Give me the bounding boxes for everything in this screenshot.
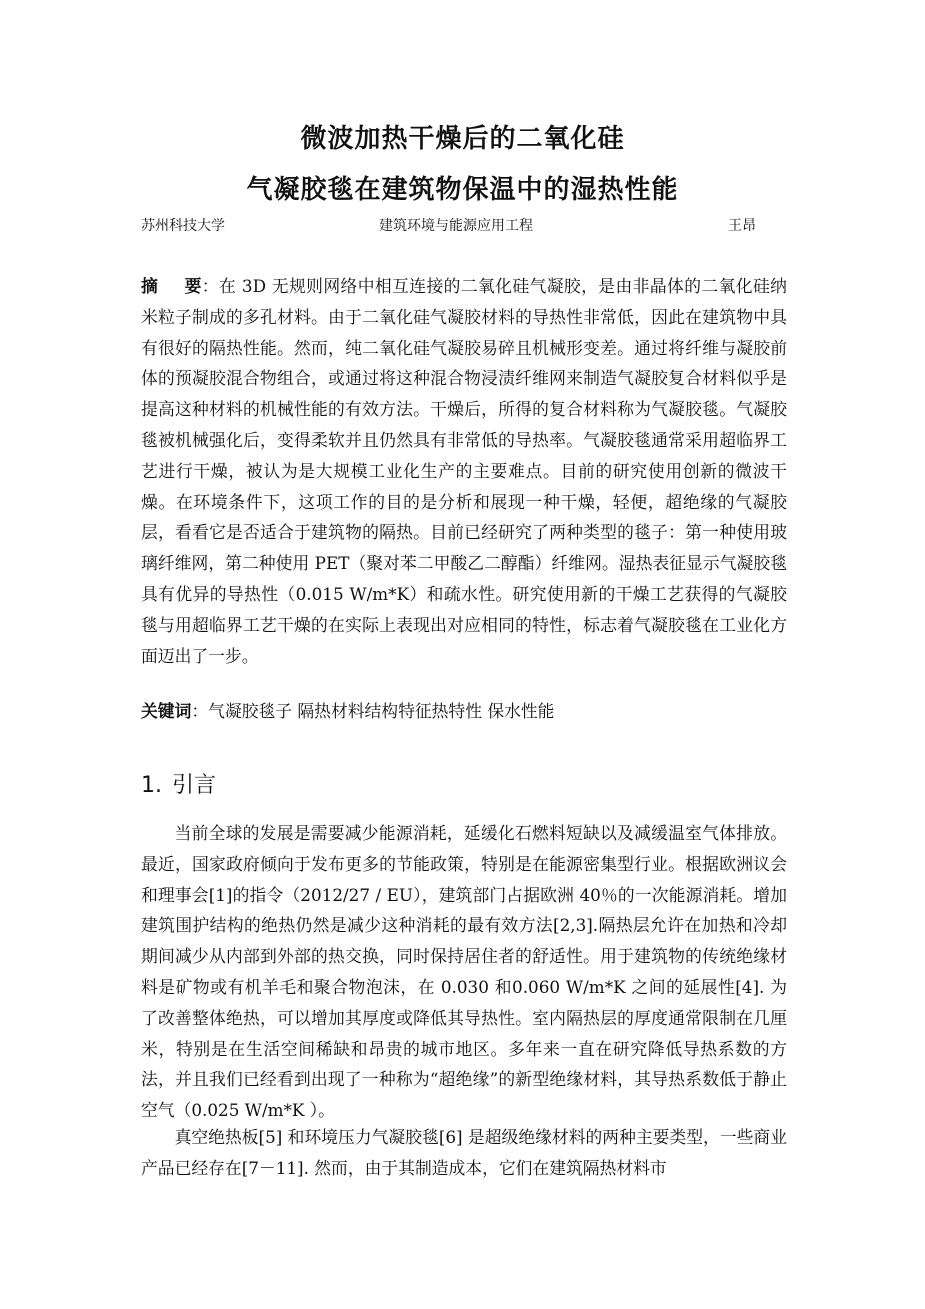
keywords-label: 关键词 [141,701,192,721]
intro-paragraph-1: 当前全球的发展是需要减少能源消耗，延缓化石燃料短缺以及减缓温室气体排放。最近，国家政府倾向于发布更多的节能政策，特别是在能源密集型行业。根据欧洲议会和理事会[1]的指令（2012/27 / EU），建筑部门占据欧洲 40％的一次能源消耗。增加建筑围护结构的绝热仍然是减少这种消耗的最有效方法[2,3].隔热层允许在加热和冷却期间减少从内部到外部的热交换，同时保持居住者的舒适性。用于建筑物的传统绝缘材料是矿物或有机羊毛和聚合物泡沫，在 0.030 和0.060 W/m*K 之间的延展性[4]. 为了改善整体绝热，可以增加其厚度或降低其导热性。室内隔热层的厚度通常限制在几厘米，特别是在生活空间稀缺和昂贵的城市地区。多年来一直在研究降低导热系数的方法，并且我们已经看到出现了一种称为“超绝缘”的新型绝缘材料，其导热系数低于静止空气（0.025 W/m*K ）。 [141,823,787,1121]
keywords-text: 气凝胶毯子 隔热材料结构特征热特性 保水性能 [208,701,555,721]
affiliation-department: 建筑环境与能源应用工程 [379,218,533,234]
abstract-label: 摘 要 [141,276,202,296]
paper-title-line-2: 气凝胶毯在建筑物保温中的湿热性能 [246,175,679,205]
section-title: 引言 [172,773,217,798]
section-heading-introduction [141,768,216,799]
section-number: 1. [141,773,162,798]
keywords-line: 关键词：气凝胶毯子 隔热材料结构特征热特性 保水性能 [141,701,555,721]
affiliation-school: 苏州科技大学 [141,218,225,234]
intro-paragraph-2: 真空绝热板[5] 和环境压力气凝胶毯[6] 是超级绝缘材料的两种主要类型，一些商业产品已经存在[7－11]. 然而，由于其制造成本，它们在建筑隔热材料市 [141,1127,787,1178]
abstract-text: 在 3D 无规则网络中相互连接的二氧化硅气凝胶，是由非晶体的二氧化硅纳米粒子制成的多孔材料。由于二氧化硅气凝胶材料的导热性非常低，因此在建筑物中具有很好的隔热性能。然而，纯二氧化硅气凝胶易碎且机械形变差。通过将纤维与凝胶前体的预凝胶混合物组合，或通过将这种混合物浸渍纤维网来制造气凝胶复合材料似乎是提高这种材料的机械性能的有效方法。干燥后，所得的复合材料称为气凝胶毯。气凝胶毯被机械强化后，变得柔软并且仍然具有非常低的导热率。气凝胶毯通常采用超临界工艺进行干燥，被认为是大规模工业化生产的主要难点。目前的研究使用创新的微波干燥。在环境条件下，这项工作的目的是分析和展现一种干燥，轻便，超绝缘的气凝胶层，看看它是否适合于建筑物的隔热。目前已经研究了两种类型的毯子：第一种使用玻璃纤维网，第二种使用 PET（聚对苯二甲酸乙二醇酯）纤维网。湿热表征显示气凝胶毯具有优异的导热性（0.015 W/m*K）和疏水性。研究使用新的干燥工艺获得的气凝胶毯与用超临界工艺干燥的在实际上表现出对应相同的特性，标志着气凝胶毯在工业化方面迈出了一步。 [141,276,787,666]
abstract-paragraph: 摘 要：在 3D 无规则网络中相互连接的二氧化硅气凝胶，是由非晶体的二氧化硅纳米粒子制成的多孔材料。由于二氧化硅气凝胶材料的导热性非常低，因此在建筑物中具有很好的隔热性能。然而，纯二氧化硅气凝胶易碎且机械形变差。通过将纤维与凝胶前体的预凝胶混合物组合，或通过将这种混合物浸渍纤维网来制造气凝胶复合材料似乎是提高这种材料的机械性能的有效方法。干燥后，所得的复合材料称为气凝胶毯。气凝胶毯被机械强化后，变得柔软并且仍然具有非常低的导热率。气凝胶毯通常采用超临界工艺进行干燥，被认为是大规模工业化生产的主要难点。目前的研究使用创新的微波干燥。在环境条件下，这项工作的目的是分析和展现一种干燥，轻便，超绝缘的气凝胶层，看看它是否适合于建筑物的隔热。目前已经研究了两种类型的毯子：第一种使用玻璃纤维网，第二种使用 PET（聚对苯二甲酸乙二醇酯）纤维网。湿热表征显示气凝胶毯具有优异的导热性（0.015 W/m*K）和疏水性。研究使用新的干燥工艺获得的气凝胶毯与用超临界工艺干燥的在实际上表现出对应相同的特性，标志着气凝胶毯在工业化方面迈出了一步。 [141,276,787,666]
paper-title-line-1: 微波加热干燥后的二氧化硅 [300,124,625,154]
author-name: 王昂 [728,218,756,234]
